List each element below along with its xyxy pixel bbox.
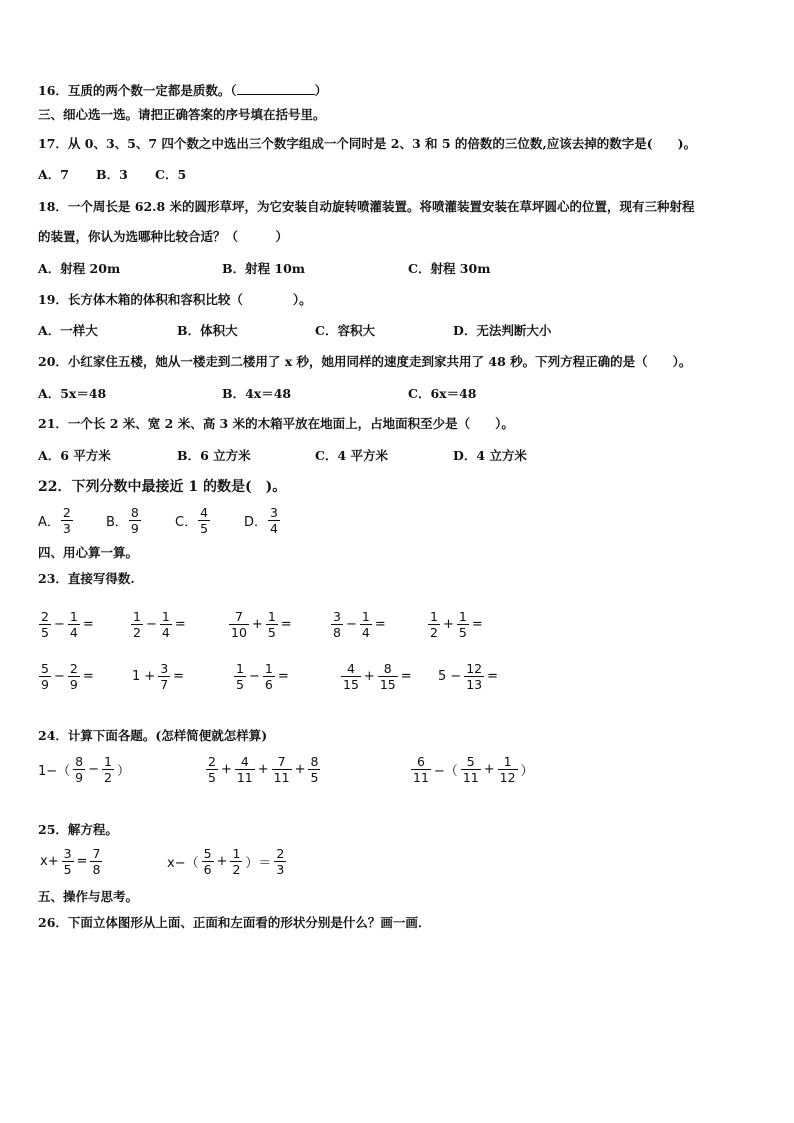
- fraction: [461, 754, 481, 785]
- question-16: [38, 82, 327, 99]
- numerator: 2: [62, 505, 71, 520]
- question-20-text: 20．小红家住五楼，她从一楼走到二楼用了 x 秒，她用同样的速度走到家共用了 48 秒。下列方程正确的是（ ）。: [38, 354, 692, 369]
- fraction: [274, 846, 286, 877]
- fraction: [68, 609, 80, 640]
- section-5-heading: 五、操作与思考。: [38, 889, 139, 904]
- q18-option-a[interactable]: A．射程 20m: [38, 261, 121, 276]
- fraction: [235, 754, 255, 785]
- operator: 5: [438, 669, 447, 684]
- numerator: 1: [69, 609, 78, 624]
- operator: −: [345, 617, 357, 632]
- q18-option-b[interactable]: B．射程 10m: [222, 261, 306, 276]
- denominator: 3: [62, 521, 71, 536]
- numerator: 4: [240, 754, 249, 769]
- numerator: 2: [208, 754, 216, 769]
- option-label: A．: [38, 515, 60, 530]
- numerator: 3: [160, 661, 169, 676]
- fraction: [206, 754, 218, 785]
- fraction: [102, 754, 114, 785]
- operator: 1−（: [38, 764, 71, 779]
- q23-expression-row1-2: [130, 609, 188, 640]
- question-24-text: 24．计算下面各题。(怎样简便就怎样算): [38, 728, 268, 743]
- operator: −: [450, 669, 462, 684]
- q23-expression-row2-5: [436, 661, 500, 692]
- numerator: 1: [503, 754, 512, 769]
- denominator: 13: [466, 677, 483, 692]
- question-16-text: 16．互质的两个数一定都是质数。（: [38, 83, 237, 98]
- denominator: 9: [130, 521, 139, 536]
- question-16-close: ）: [314, 83, 328, 98]
- denominator: 2: [133, 625, 141, 640]
- numerator: 7: [234, 609, 243, 624]
- operator: +: [220, 762, 232, 777]
- denominator: 8: [333, 625, 341, 640]
- denominator: 5: [310, 770, 319, 785]
- question-23-text: 23．直接写得数.: [38, 571, 135, 586]
- fraction: [90, 846, 102, 877]
- fraction: [234, 661, 246, 692]
- option-label: C．: [175, 515, 198, 530]
- q23-expression-row1-4: [330, 609, 388, 640]
- operator: +: [294, 762, 306, 777]
- operator: −（: [433, 764, 458, 779]
- numerator: 7: [277, 754, 286, 769]
- option-label: B．: [106, 515, 128, 530]
- operator: +: [257, 762, 269, 777]
- numerator: 8: [75, 754, 84, 769]
- q24-expression-2: [205, 754, 321, 785]
- numerator: 1: [264, 661, 273, 676]
- operator: x−（: [167, 856, 199, 871]
- operator: +: [216, 854, 228, 869]
- fraction: [129, 505, 141, 536]
- fraction: [160, 609, 172, 640]
- q22-option-d[interactable]: [244, 505, 281, 536]
- fraction: [230, 846, 242, 877]
- fraction: [61, 505, 73, 536]
- option-label: D．: [244, 515, 268, 530]
- numerator: 2: [41, 609, 49, 624]
- fraction: [202, 846, 214, 877]
- fraction: [131, 609, 143, 640]
- fraction: [428, 609, 440, 640]
- numerator: 6: [416, 754, 425, 769]
- fraction: [498, 754, 518, 785]
- denominator: 11: [413, 770, 429, 785]
- operator: ）＝: [245, 856, 272, 871]
- denominator: 9: [75, 770, 84, 785]
- section-4-heading: 四、用心算一算。: [38, 545, 139, 560]
- numerator: 2: [276, 846, 285, 861]
- numerator: 3: [63, 846, 72, 861]
- q25-equation-1: [38, 846, 103, 877]
- operator: =: [374, 617, 386, 632]
- denominator: 4: [270, 521, 278, 536]
- denominator: 9: [69, 677, 78, 692]
- denominator: 4: [161, 625, 170, 640]
- q21-option-a[interactable]: A．6 平方米: [38, 448, 111, 463]
- operator: =: [280, 617, 292, 632]
- question-22-text: 22．下列分数中最接近 1 的数是( )。: [38, 479, 287, 495]
- q21-option-b[interactable]: B．6 立方米: [177, 448, 251, 463]
- q20-option-a[interactable]: A．5x＝48: [38, 386, 107, 401]
- numerator: 1: [267, 609, 276, 624]
- operator: −: [145, 617, 157, 632]
- fraction: [272, 754, 292, 785]
- denominator: 5: [236, 677, 244, 692]
- q24-expression-1: [36, 754, 132, 785]
- numerator: 12: [466, 661, 483, 676]
- operator: =: [487, 669, 498, 684]
- denominator: 11: [462, 770, 479, 785]
- q22-option-a[interactable]: [38, 505, 74, 536]
- numerator: 4: [346, 661, 355, 676]
- denominator: 11: [236, 770, 253, 785]
- numerator: 7: [92, 846, 101, 861]
- operator: =: [173, 669, 185, 684]
- fraction: [62, 846, 74, 877]
- denominator: 11: [273, 770, 290, 785]
- denominator: 10: [231, 625, 247, 640]
- q21-option-c[interactable]: C．4 平方米: [315, 448, 388, 463]
- numerator: 8: [310, 754, 319, 769]
- question-19-text: 19．长方体木箱的体积和容积比较（ ）。: [38, 292, 312, 307]
- denominator: 6: [264, 677, 273, 692]
- fraction: [266, 609, 278, 640]
- numerator: 3: [333, 609, 341, 624]
- question-18-line1: 18．一个周长是 62.8 米的圆形草坪，为它安装自动旋转喷灌装置。将喷灌装置安装在草坪圆心的位置，现有三种射程: [38, 199, 695, 214]
- denominator: 2: [232, 862, 241, 877]
- fraction: [263, 661, 275, 692]
- denominator: 5: [41, 625, 49, 640]
- q20-option-b[interactable]: B．4x＝48: [222, 386, 292, 401]
- numerator: 1: [430, 609, 438, 624]
- fraction: [378, 661, 398, 692]
- q19-option-b[interactable]: B．体积大: [177, 323, 238, 338]
- operator: ）: [116, 764, 130, 779]
- operator: +: [144, 669, 156, 684]
- fraction: [341, 661, 361, 692]
- denominator: 4: [69, 625, 78, 640]
- fraction: [39, 661, 51, 692]
- question-26-text: 26．下面立体图形从上面、正面和左面看的形状分别是什么？画一画．: [38, 915, 431, 930]
- answer-blank[interactable]: [237, 82, 315, 95]
- numerator: 3: [270, 505, 278, 520]
- question-25-text: 25．解方程。: [38, 822, 118, 837]
- numerator: 4: [200, 505, 209, 520]
- fraction: [331, 609, 343, 640]
- q19-option-c[interactable]: C．容积大: [315, 323, 375, 338]
- denominator: 3: [276, 862, 285, 877]
- q22-option-c[interactable]: [175, 505, 211, 536]
- fraction: [457, 609, 469, 640]
- numerator: 5: [41, 661, 49, 676]
- numerator: 8: [130, 505, 139, 520]
- q18-option-c[interactable]: C．射程 30m: [408, 261, 491, 276]
- q23-expression-row1-3: [228, 609, 294, 640]
- numerator: 1: [104, 754, 112, 769]
- q19-option-a[interactable]: A．一样大: [38, 323, 98, 338]
- numerator: 1: [236, 661, 244, 676]
- denominator: 4: [361, 625, 370, 640]
- fraction: [198, 505, 210, 536]
- fraction: [268, 505, 280, 536]
- q20-option-c[interactable]: C．6x＝48: [408, 386, 477, 401]
- operator: +: [251, 617, 263, 632]
- numerator: 1: [133, 609, 141, 624]
- numerator: 5: [203, 846, 212, 861]
- operator: +: [363, 669, 375, 684]
- denominator: 5: [63, 862, 72, 877]
- q17-option-c[interactable]: C．5: [155, 167, 187, 182]
- operator: =: [277, 669, 289, 684]
- denominator: 8: [92, 862, 101, 877]
- denominator: 6: [203, 862, 212, 877]
- numerator: 1: [361, 609, 370, 624]
- question-21-text: 21．一个长 2 米、宽 2 米、高 3 米的木箱平放在地面上，占地面积至少是（ ）。: [38, 416, 514, 431]
- operator: =: [82, 669, 94, 684]
- fraction: [73, 754, 85, 785]
- q17-option-b[interactable]: B．3: [96, 167, 128, 182]
- denominator: 5: [208, 770, 216, 785]
- numerator: 2: [69, 661, 78, 676]
- denominator: 9: [41, 677, 49, 692]
- denominator: 15: [379, 677, 396, 692]
- denominator: 15: [343, 677, 359, 692]
- question-17-text: 17．从 0、3、5、7 四个数之中选出三个数字组成一个同时是 2、3 和 5 的倍数的三位数,应该去掉的数字是( )。: [38, 136, 697, 151]
- operator: 1: [132, 669, 141, 684]
- operator: +: [442, 617, 454, 632]
- question-18-line2: 的装置，你认为选哪种比较合适？（ ）: [38, 229, 289, 244]
- numerator: 1: [232, 846, 241, 861]
- operator: =: [471, 617, 483, 632]
- q17-option-a[interactable]: A．7: [38, 167, 69, 182]
- operator: +: [483, 762, 495, 777]
- fraction: [360, 609, 372, 640]
- operator: =: [174, 617, 186, 632]
- q19-option-d[interactable]: D．无法判断大小: [453, 323, 552, 338]
- denominator: 2: [430, 625, 438, 640]
- fraction: [229, 609, 249, 640]
- denominator: 7: [160, 677, 169, 692]
- fraction: [158, 661, 170, 692]
- denominator: 5: [267, 625, 276, 640]
- denominator: 5: [458, 625, 467, 640]
- q25-equation-2: [165, 846, 287, 877]
- q23-expression-row2-3: [233, 661, 291, 692]
- denominator: 5: [200, 521, 209, 536]
- q22-option-b[interactable]: [106, 505, 142, 536]
- denominator: 12: [499, 770, 516, 785]
- fraction: [411, 754, 431, 785]
- q23-expression-row1-5: [427, 609, 485, 640]
- operator: −: [53, 617, 65, 632]
- operator: ）: [520, 764, 534, 779]
- operator: =: [82, 617, 94, 632]
- numerator: 1: [161, 609, 170, 624]
- fraction: [308, 754, 320, 785]
- operator: =: [400, 669, 412, 684]
- section-3-heading: 三、细心选一选。请把正确答案的序号填在括号里。: [38, 107, 326, 122]
- operator: −: [88, 762, 100, 777]
- q24-expression-3: [410, 754, 536, 785]
- fraction: [464, 661, 484, 692]
- operator: −: [248, 669, 260, 684]
- denominator: 2: [104, 770, 112, 785]
- operator: =: [76, 854, 88, 869]
- q23-expression-row1-1: [38, 609, 96, 640]
- fraction: [39, 609, 51, 640]
- q23-expression-row2-4: [340, 661, 414, 692]
- q23-expression-row2-2: [130, 661, 186, 692]
- q21-option-d[interactable]: D．4 立方米: [453, 448, 527, 463]
- numerator: 1: [458, 609, 467, 624]
- numerator: 8: [383, 661, 392, 676]
- numerator: 5: [466, 754, 475, 769]
- q23-expression-row2-1: [38, 661, 96, 692]
- fraction: [68, 661, 80, 692]
- operator: x+: [40, 854, 59, 869]
- operator: −: [53, 669, 65, 684]
